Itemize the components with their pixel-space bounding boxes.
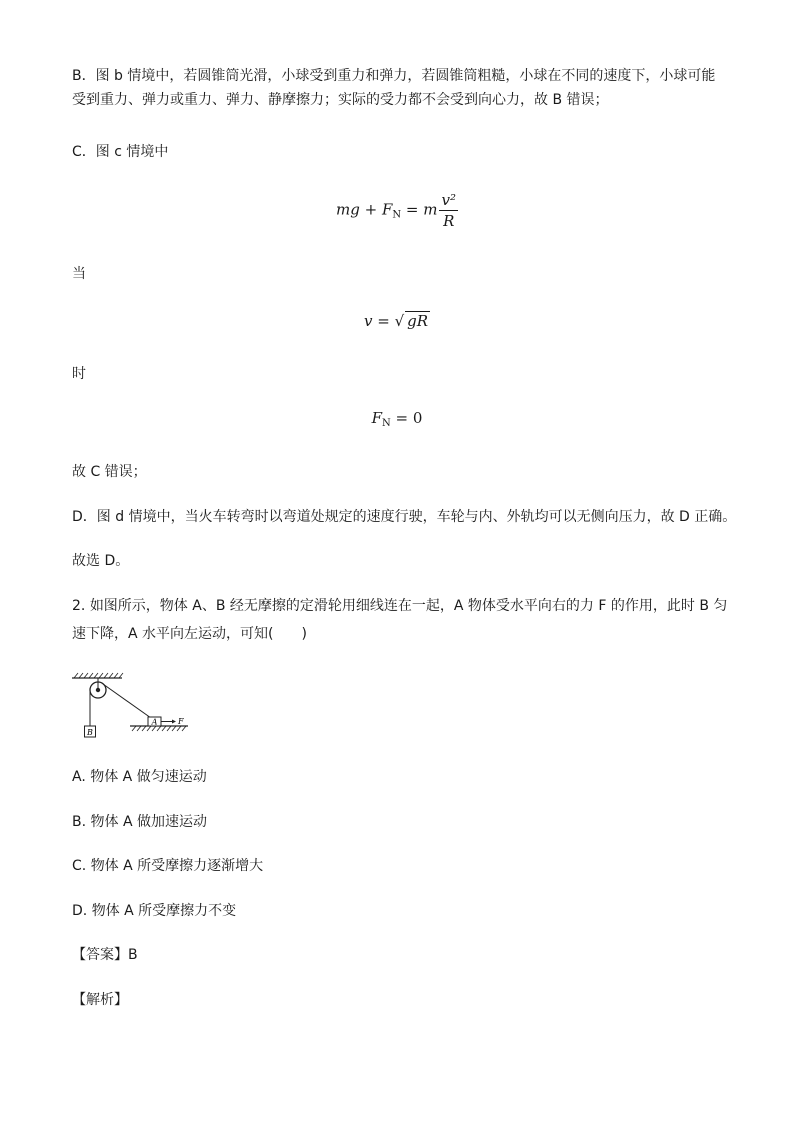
answer-value: B: [128, 947, 138, 963]
answer-label: 【答案】: [72, 947, 128, 963]
rope-to-a: [103, 684, 151, 718]
conclusion-c: 故 C 错误；: [72, 464, 147, 480]
explanation-label: 【解析】: [72, 992, 128, 1008]
equation-force-balance: [0, 190, 794, 231]
option-text: 物体 A 做匀速运动: [90, 769, 207, 785]
arrow-right-icon: [172, 720, 176, 724]
ground-hatch: [132, 726, 186, 731]
eq1-plus: +: [359, 200, 382, 219]
label-b: B: [87, 728, 93, 737]
eq1-m: m: [423, 200, 438, 219]
eq1-fraction: [439, 190, 458, 231]
label-f: F: [178, 717, 184, 726]
eq1-mg: mg: [336, 200, 360, 219]
pulley-diagram: [70, 670, 200, 745]
equation-velocity: [0, 311, 794, 330]
eq3-N-sub: N: [382, 418, 391, 429]
when-label: 当: [72, 266, 86, 282]
eq3-rhs: = 0: [390, 409, 423, 427]
question-2-line2: 速下降，A 水平向左运动，可知( ): [72, 626, 307, 642]
analysis-b: B．图 b 情境中，若圆锥筒光滑，小球受到重力和弹力，若圆锥筒粗糙，小球在不同的速度下，小球可能受到重力、弹力或重力、弹力、静摩擦力；实际的受力都不会受到向心力，故 B 错误；: [72, 68, 716, 108]
equation-normal-force: [0, 409, 794, 429]
eq3-F: F: [371, 409, 382, 427]
eq1-F: F: [381, 200, 393, 219]
eq1-numerator: v²: [441, 191, 456, 209]
eq1-equals: =: [401, 200, 424, 219]
option-text: 物体 A 做加速运动: [90, 814, 207, 830]
option-a[interactable]: [72, 767, 207, 787]
option-letter: B.: [72, 814, 87, 830]
eq1-denominator: R: [443, 212, 455, 230]
answer: [72, 943, 138, 967]
ceiling-hatch: [74, 673, 123, 678]
option-d[interactable]: [72, 901, 236, 921]
sqrt-icon: √: [394, 312, 405, 330]
option-b[interactable]: [72, 812, 207, 832]
option-letter: C.: [72, 858, 87, 874]
option-letter: A.: [72, 769, 86, 785]
option-text: 物体 A 所受摩擦力不变: [91, 903, 237, 919]
eq2-v: v: [363, 312, 373, 330]
final-choice: 故选 D。: [72, 553, 130, 569]
question-2-line1: [72, 594, 727, 618]
option-c[interactable]: [72, 856, 263, 876]
label-a: A: [151, 717, 158, 727]
pulley-axle: [96, 688, 100, 692]
eq2-equals: =: [372, 312, 395, 330]
eq2-radicand: gR: [407, 312, 429, 330]
analysis-c-intro: C．图 c 情境中: [72, 144, 169, 160]
option-letter: D.: [72, 903, 88, 919]
eq1-N-sub: N: [392, 209, 402, 221]
time-label: 时: [72, 366, 86, 382]
analysis-d: D．图 d 情境中，当火车转弯时以弯道处规定的速度行驶，车轮与内、外轨均可以无侧向压力，故 D 正确。: [72, 509, 737, 525]
option-text: 物体 A 所受摩擦力逐渐增大: [90, 858, 264, 874]
question-number: 2.: [72, 598, 86, 614]
question-text-line1: 如图所示，物体 A、B 经无摩擦的定滑轮用细线连在一起，A 物体受水平向右的力 F 的作用，此时 B 匀: [89, 598, 728, 614]
